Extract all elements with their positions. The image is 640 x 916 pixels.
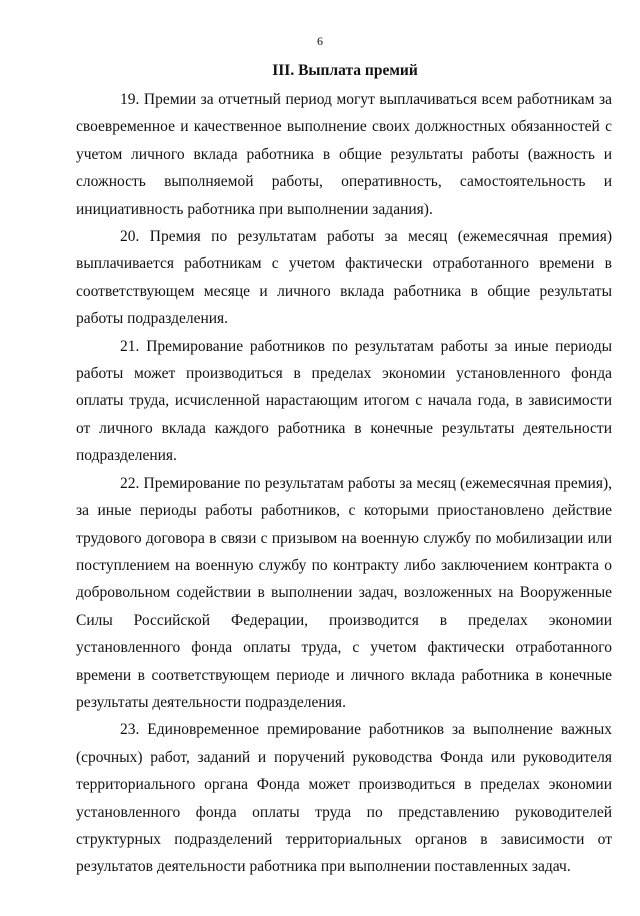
paragraph-23: 23. Единовременное премирование работников за выполнение важных (срочных) работ, заданий и поручений руководства Фонда или руководителя территориального органа Фонда может производиться в пределах экономии установленного фонда оплаты труда по представлению руководителей структурных подразделений территориальных органов в зависимости от результатов деятельности работника при выполнении поставленных задач. [76,721,612,876]
page-number: 6 [317,34,323,48]
paragraph-19: 19. Премии за отчетный период могут выплачиваться всем работникам за своевременное и качественное выполнение своих должностных обязанностей с учетом личного вклада работника в общие результаты работы (важность и сложность выполняемой работы, оперативность, самостоятельность и инициативность работника при выполнении задания). [76,91,612,218]
paragraph-21: 21. Премирование работников по результатам работы за иные периоды работы может производиться в пределах экономии установленного фонда оплаты труда, исчисленной нарастающим итогом с начала года, в зависимости от личного вклада каждого работника в конечные результаты деятельности подразделения. [76,337,612,465]
section-title: III. Выплата премий [272,62,418,79]
document-body [76,86,612,881]
paragraph-22: 22. Премирование по результатам работы за месяц (ежемесячная премия), за иные периоды работы работников, с которыми приостановлено действие трудового договора в связи с призывом на военную службу по мобилизации или поступлением на военную службу по контракту либо заключением контракта о добровольном содействии в выполнении задач, возложенных на Вооруженные Силы Российской Федерации, производится в пределах экономии установленного фонда оплаты труда, с учетом фактически отработанного времени в соответствующем периоде и личного вклада работника в конечные результаты деятельности подразделения. [76,474,612,711]
paragraph-20: 20. Премия по результатам работы за месяц (ежемесячная премия) выплачивается работникам с учетом фактически отработанного времени в соответствующем месяце и личного вклада работника в общие результаты работы подразделения. [76,228,612,328]
